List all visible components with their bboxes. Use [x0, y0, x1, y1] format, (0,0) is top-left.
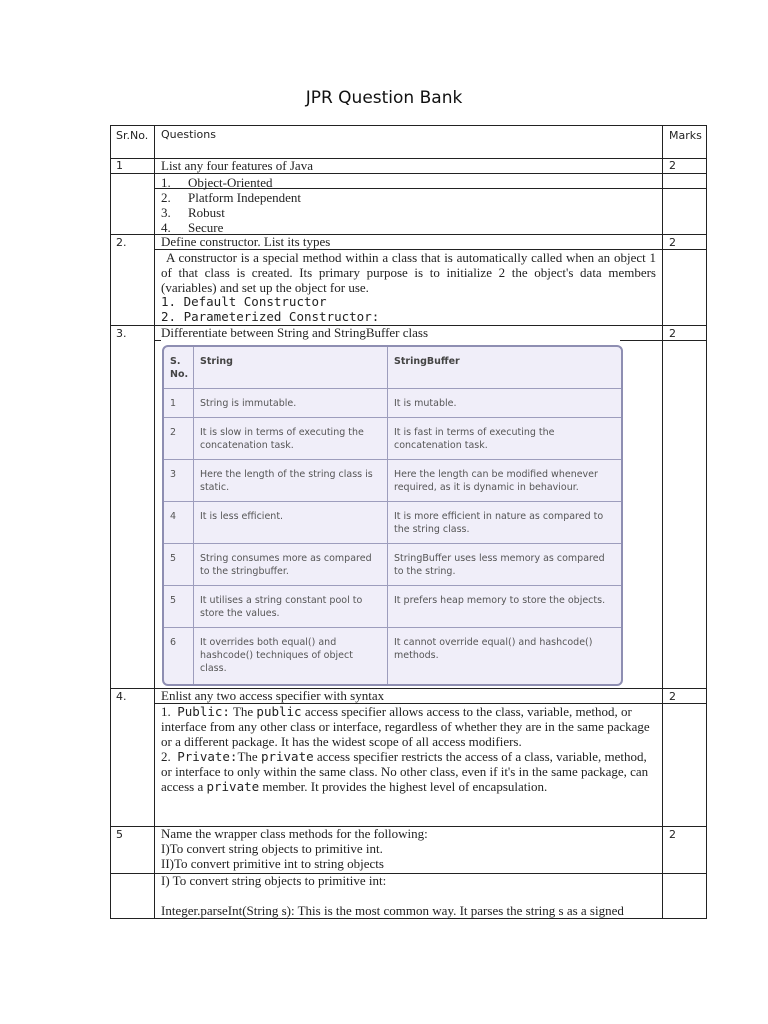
table-cell: It is less efficient. [194, 502, 388, 543]
table-row [164, 347, 621, 389]
q2-constructor-types [161, 294, 379, 324]
q3-number: 3. [116, 327, 127, 340]
q4-number: 4. [116, 690, 127, 703]
table-cell: StringBuffer uses less memory as compared to the string. [394, 553, 605, 577]
q5-number: 5 [116, 828, 123, 841]
q2-answer-paragraph: A constructor is a special method within a class that is automatically called when an object 1 of that class is created. Its primary purpose is to initialize 2 the object's data members (variables) and set up the object for use. [161, 250, 656, 295]
list-item: 3. Robust [161, 205, 225, 220]
table-cell: 3 [164, 460, 194, 501]
table-row [164, 389, 621, 418]
table-cell: 6 [164, 628, 194, 684]
table-cell: It is more efficient in nature as compared to the string class. [394, 511, 604, 535]
q1-question: List any four features of Java [161, 158, 313, 173]
comparison-header-sno: S. No. [164, 347, 194, 388]
q5-answer-text: Integer.parseInt(String s): This is the most common way. It parses the string s as a signed [161, 903, 624, 918]
q5-question-line: II)To convert primitive int to string objects [161, 856, 384, 871]
access-specifier-private: 2. Private:The private access specifier restricts the access of a class, variable, method, or interface to only within the same class. No other class, even if it's in the same package, can access a private member. It provides the highest level of encapsulation. [161, 749, 649, 794]
q4-question: Enlist any two access specifier with syntax [161, 688, 385, 703]
q3-question: Differentiate between String and StringBuffer class [161, 325, 429, 340]
table-cell: It utilises a string constant pool to store the values. [194, 586, 388, 627]
question-table [110, 125, 707, 919]
q4-marks: 2 [669, 690, 676, 703]
table-row [164, 544, 621, 586]
table-cell: It cannot override equal() and hashcode() methods. [394, 637, 593, 661]
table-cell: String consumes more as compared to the stringbuffer. [194, 544, 388, 585]
q2-number: 2. [116, 236, 127, 249]
document-title: JPR Question Bank [305, 88, 463, 108]
q2-question: Define constructor. List its types [161, 234, 331, 249]
table-cell: 2 [164, 418, 194, 459]
table-cell: It is slow in terms of executing the concatenation task. [194, 418, 388, 459]
comparison-header-string: String [194, 347, 388, 388]
list-item: 4. Secure [161, 220, 224, 235]
table-cell: 1 [164, 389, 194, 417]
q5-question [161, 826, 428, 871]
table-cell: Here the length can be modified whenever required, as it is dynamic in behaviour. [394, 469, 598, 493]
header-marks: Marks [669, 129, 702, 142]
table-row [164, 586, 621, 628]
q5-marks: 2 [669, 828, 676, 841]
table-row [164, 418, 621, 460]
table-cell: It prefers heap memory to store the objects. [394, 595, 606, 606]
q2-marks: 2 [669, 236, 676, 249]
table-cell: Here the length of the string class is static. [194, 460, 388, 501]
access-specifier-public: 1. Public: The public access specifier allows access to the class, variable, method, or interface from any other class or interface, regardless of whether they are in the same package or a different package. It has the widest scope of all access modifiers. [161, 704, 650, 749]
list-item: 1. Default Constructor [161, 294, 327, 309]
list-item: 1. Object-Oriented [161, 175, 273, 190]
list-item: 2. Platform Independent [161, 190, 301, 205]
table-row [164, 628, 621, 684]
q3-marks: 2 [669, 327, 676, 340]
table-cell: 5 [164, 586, 194, 627]
list-item: 2. Parameterized Constructor: [161, 309, 380, 324]
table-cell: It overrides both equal() and hashcode() techniques of object class. [194, 628, 388, 684]
header-srno: Sr.No. [116, 129, 149, 142]
q1-marks: 2 [669, 159, 676, 172]
table-cell: It is fast in terms of executing the concatenation task. [394, 427, 555, 451]
table-row [164, 502, 621, 544]
q5-question-line: Name the wrapper class methods for the following: [161, 826, 428, 841]
q1-number: 1 [116, 159, 123, 172]
q5-question-line: I)To convert string objects to primitive int. [161, 841, 383, 856]
q4-answer [161, 704, 656, 794]
header-questions: Questions [161, 128, 216, 141]
comparison-header-stringbuffer: StringBuffer [394, 356, 460, 367]
table-cell: 5 [164, 544, 194, 585]
table-row [164, 460, 621, 502]
q5-answer-heading: I) To convert string objects to primitive int: [161, 873, 387, 888]
table-cell: 4 [164, 502, 194, 543]
table-cell: String is immutable. [194, 389, 388, 417]
string-vs-stringbuffer-image [162, 345, 623, 686]
q1-answer-list [161, 175, 651, 235]
table-cell: It is mutable. [394, 398, 457, 409]
